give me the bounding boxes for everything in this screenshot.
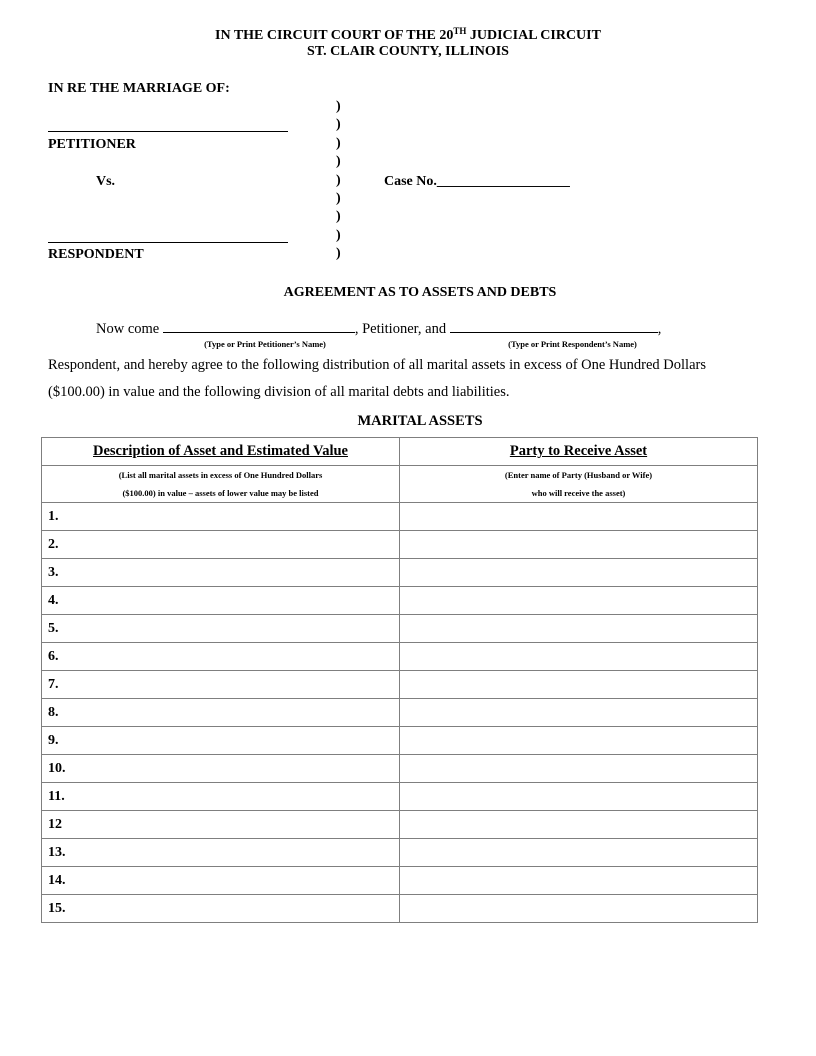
caption-paren-column	[336, 98, 341, 264]
paren: )	[336, 227, 341, 243]
asset-description-cell[interactable]: 7.	[42, 671, 400, 699]
circuit-text: JUDICIAL CIRCUIT	[466, 28, 601, 43]
table-row	[42, 839, 758, 867]
party-cell[interactable]	[400, 839, 758, 867]
court-header-line1	[0, 26, 816, 44]
asset-description-cell[interactable]: 14.	[42, 867, 400, 895]
party-cell[interactable]	[400, 895, 758, 923]
paren: )	[336, 172, 341, 188]
table-row	[42, 783, 758, 811]
comma-text: ,	[657, 321, 662, 337]
table-row	[42, 755, 758, 783]
party-cell[interactable]	[400, 559, 758, 587]
paren: )	[336, 246, 341, 262]
party-cell[interactable]	[400, 727, 758, 755]
description-hint-line1: (List all marital assets in excess of One Hundred Dollars	[118, 470, 323, 480]
ordinal-suffix: TH	[453, 26, 467, 36]
party-cell[interactable]	[400, 615, 758, 643]
table-header-row	[42, 438, 758, 466]
table-row	[42, 811, 758, 839]
table-row	[42, 867, 758, 895]
asset-description-cell[interactable]: 8.	[42, 699, 400, 727]
party-hint-cell	[400, 466, 758, 503]
case-number-field[interactable]: Case No.___________________	[384, 174, 570, 189]
table-row	[42, 643, 758, 671]
column-header-party: Party to Receive Asset	[400, 438, 758, 466]
versus-label: Vs.	[96, 174, 116, 189]
respondent-name-hint: (Type or Print Respondent’s Name)	[508, 339, 637, 349]
paren: )	[336, 190, 341, 206]
table-row	[42, 531, 758, 559]
party-cell[interactable]	[400, 671, 758, 699]
description-hint-cell	[42, 466, 400, 503]
table-row	[42, 587, 758, 615]
party-cell[interactable]	[400, 755, 758, 783]
paren: )	[336, 117, 341, 133]
table-row	[42, 559, 758, 587]
table-row	[42, 503, 758, 531]
respondent-name-blank[interactable]	[450, 320, 658, 333]
asset-description-cell[interactable]: 9.	[42, 727, 400, 755]
party-cell[interactable]	[400, 811, 758, 839]
table-row	[42, 699, 758, 727]
asset-description-cell[interactable]: 6.	[42, 643, 400, 671]
marital-assets-table	[41, 437, 758, 923]
table-row	[42, 727, 758, 755]
party-cell[interactable]	[400, 783, 758, 811]
asset-description-cell[interactable]: 11.	[42, 783, 400, 811]
asset-description-cell[interactable]: 12	[42, 811, 400, 839]
table-row	[42, 671, 758, 699]
petitioner-and-text: , Petitioner, and	[354, 321, 447, 337]
column-header-description: Description of Asset and Estimated Value	[42, 438, 400, 466]
asset-description-cell[interactable]: 10.	[42, 755, 400, 783]
respondent-name-line[interactable]	[48, 242, 288, 243]
description-hint-line2: ($100.00) in value – assets of lower value may be listed	[122, 488, 319, 498]
petitioner-name-hint: (Type or Print Petitioner’s Name)	[204, 339, 326, 349]
asset-description-cell[interactable]: 3.	[42, 559, 400, 587]
paren: )	[336, 99, 341, 114]
asset-description-cell[interactable]: 5.	[42, 615, 400, 643]
party-hint-line1: (Enter name of Party (Husband or Wife)	[504, 470, 653, 480]
party-cell[interactable]	[400, 503, 758, 531]
party-cell[interactable]	[400, 587, 758, 615]
intro-line3: ($100.00) in value and the following division of all marital debts and liabilities.	[48, 384, 510, 400]
asset-description-cell[interactable]: 4.	[42, 587, 400, 615]
in-re-label: IN RE THE MARRIAGE OF:	[48, 81, 230, 96]
county-header: ST. CLAIR COUNTY, ILLINOIS	[307, 44, 509, 59]
respondent-label: RESPONDENT	[48, 247, 144, 262]
marital-assets-heading: MARITAL ASSETS	[357, 413, 483, 429]
table-hint-row	[42, 466, 758, 503]
intro-line1	[96, 320, 661, 338]
table-row	[42, 895, 758, 923]
paren: )	[336, 154, 341, 170]
party-cell[interactable]	[400, 699, 758, 727]
petitioner-label: PETITIONER	[48, 137, 136, 152]
asset-description-cell[interactable]: 15.	[42, 895, 400, 923]
party-cell[interactable]	[400, 643, 758, 671]
table-row	[42, 615, 758, 643]
intro-line2: Respondent, and hereby agree to the following distribution of all marital assets in excess of One Hundred Dollars	[48, 357, 706, 373]
petitioner-name-line[interactable]	[48, 131, 288, 132]
party-hint-line2: who will receive the asset)	[531, 488, 626, 498]
petitioner-name-blank[interactable]	[163, 320, 355, 333]
paren: )	[336, 209, 341, 225]
asset-description-cell[interactable]: 2.	[42, 531, 400, 559]
paren: )	[336, 135, 341, 151]
asset-description-cell[interactable]: 13.	[42, 839, 400, 867]
court-name-text: IN THE CIRCUIT COURT OF THE 20	[215, 28, 454, 43]
asset-description-cell[interactable]: 1.	[42, 503, 400, 531]
party-cell[interactable]	[400, 531, 758, 559]
party-cell[interactable]	[400, 867, 758, 895]
document-title: AGREEMENT AS TO ASSETS AND DEBTS	[283, 285, 557, 300]
now-come-text: Now come	[96, 321, 160, 337]
